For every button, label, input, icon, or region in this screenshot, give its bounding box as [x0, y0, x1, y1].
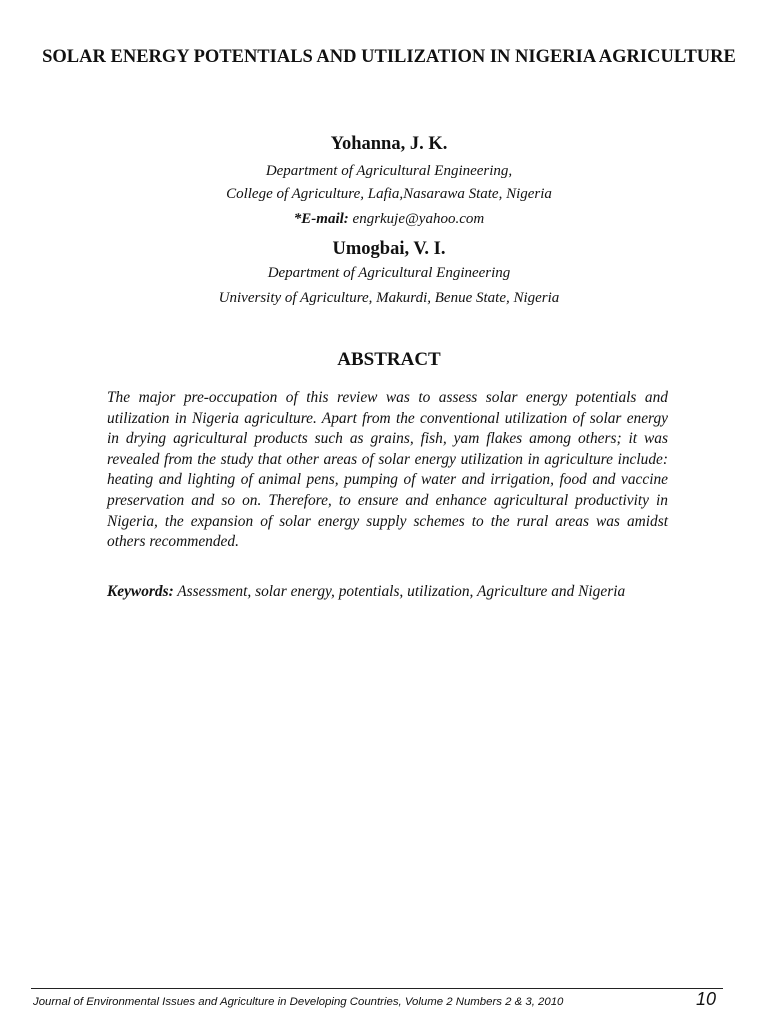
author-block-2: [40, 238, 738, 310]
author-block-1: [40, 133, 738, 231]
author-affiliation: Department of Agricultural Engineering: [267, 265, 511, 281]
author-affiliation: Department of Agricultural Engineering,: [265, 163, 513, 179]
footer-divider: [31, 988, 723, 989]
abstract-heading: ABSTRACT: [337, 349, 441, 370]
keywords-label: Keywords:: [107, 583, 174, 600]
footer-journal: Journal of Environmental Issues and Agriculture in Developing Countries, Volume 2 Numbers 2 & 3, 2010: [33, 996, 564, 1008]
keywords-text: Assessment, solar energy, potentials, utilization, Agriculture and Nigeria: [177, 583, 626, 600]
email-label: *E-mail:: [293, 211, 349, 227]
author-name: Umogbai, V. I.: [332, 239, 446, 259]
abstract-text: The major pre-occupation of this review was to assess solar energy potentials and utilization in Nigeria agriculture. Apart from the conventional utilization of solar energy in drying agricultural products such as grains, fish, yam flakes among others; it was revealed from the study that other areas of solar energy utilization in agriculture include: heating and lighting of animal pens, pumping of water and irrigation, food and vaccine preservation and so on. Therefore, to ensure and enhance agricultural productivity in Nigeria, the expansion of solar energy supply schemes to the rural areas was amidst others recommended.: [107, 389, 668, 551]
author-affiliation: University of Agriculture, Makurdi, Benue State, Nigeria: [218, 290, 560, 306]
author-email-line: [40, 208, 738, 231]
page-number: 10: [695, 989, 716, 1009]
paper-title: SOLAR ENERGY POTENTIALS AND UTILIZATION IN NIGERIA AGRICULTURE: [42, 47, 736, 67]
keywords-line: [107, 581, 668, 602]
author-email: engrkuje@yahoo.com: [352, 211, 485, 227]
author-affiliation: College of Agriculture, Lafia,Nasarawa State, Nigeria: [226, 186, 552, 202]
author-name: Yohanna, J. K.: [330, 134, 448, 154]
